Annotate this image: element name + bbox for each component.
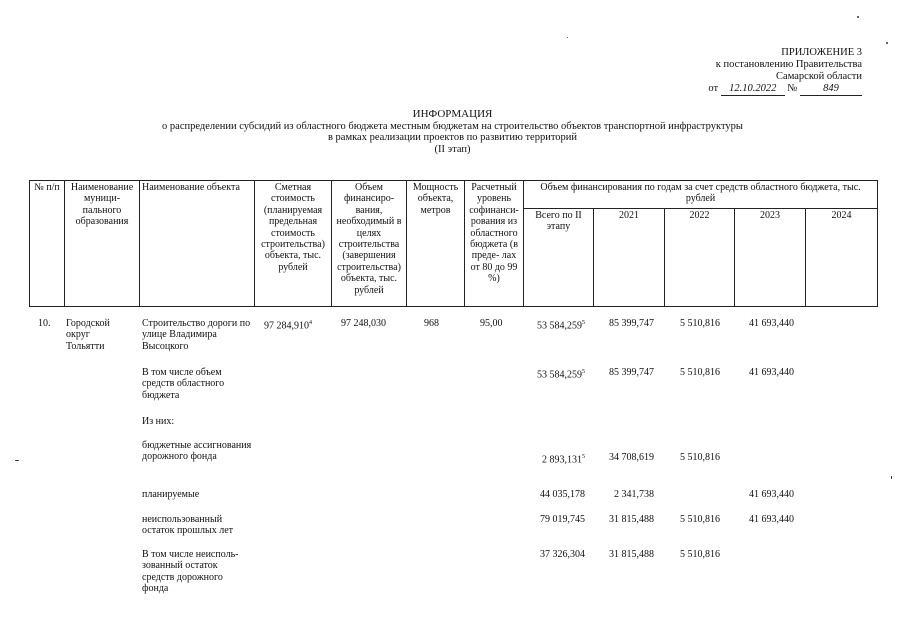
subrow-2021: 31 815,488 bbox=[609, 549, 654, 560]
header-num: № п/п bbox=[30, 181, 65, 307]
document-subtitle-2: в рамках реализации проектов по развитию территорий bbox=[327, 132, 578, 143]
subrow-total-footnote: 5 bbox=[582, 454, 585, 460]
subrow-total bbox=[523, 367, 585, 381]
subrow-2021: 31 815,488 bbox=[609, 514, 654, 525]
document-title: ИНФОРМАЦИЯ bbox=[412, 108, 493, 120]
header-2021: 2021 bbox=[594, 208, 665, 306]
subrow-label: В том числе неисполь- зованный остаток средств дорожного фонда bbox=[142, 549, 239, 595]
document-title-block bbox=[0, 109, 905, 155]
resolution-number: 849 bbox=[800, 83, 862, 96]
appendix-title: ПРИЛОЖЕНИЕ 3 bbox=[781, 47, 862, 58]
header-cofinancing: Расчетный уровень софинанси- рования из областного бюджета (в преде- лах от 80 до 99 %) bbox=[465, 181, 524, 307]
subrow-2022: 5 510,816 bbox=[680, 452, 720, 463]
header-2024: 2024 bbox=[806, 208, 878, 306]
header-municipality: Наименование муници- пального образования bbox=[65, 181, 140, 307]
subrow-label: неиспользованный остаток прошлых лет bbox=[142, 514, 234, 537]
subrow-label: бюджетные ассигнования дорожного фонда bbox=[142, 440, 252, 463]
appendix-date-line bbox=[662, 83, 862, 96]
subrow-2023: 41 693,440 bbox=[749, 367, 794, 378]
row-cofinancing: 95,00 bbox=[480, 318, 503, 329]
scan-speck bbox=[857, 16, 859, 18]
subrow-2021: 34 708,619 bbox=[609, 452, 654, 463]
row-municipality: Городской округ Тольятти bbox=[66, 318, 110, 352]
row-object: Строительство дороги по улице Владимира Высоцкого bbox=[142, 318, 251, 352]
subrow-2021: 85 399,747 bbox=[609, 367, 654, 378]
subrow-total-value: 53 584,259 bbox=[537, 369, 582, 381]
subrow-total: 37 326,304 bbox=[540, 549, 585, 560]
scan-speck bbox=[891, 476, 892, 479]
subrow-label: Из них: bbox=[142, 416, 175, 427]
header-financing-group: Объем финансирования по годам за счет средств областного бюджета, тыс. рублей bbox=[524, 181, 878, 209]
subrow-total: 44 035,178 bbox=[540, 489, 585, 500]
subrow-total-footnote: 5 bbox=[582, 369, 585, 375]
header-2022: 2022 bbox=[665, 208, 735, 306]
row-capacity: 968 bbox=[424, 318, 439, 329]
document-subtitle-3: (II этап) bbox=[434, 143, 471, 155]
appendix-line-2: к постановлению Правительства bbox=[715, 59, 862, 70]
subrow-label: В том числе объем средств областного бюджета bbox=[142, 367, 225, 401]
header-object: Наименование объекта bbox=[140, 181, 255, 307]
subrow-total-value: 2 893,131 bbox=[542, 454, 582, 466]
row-num: 10. bbox=[38, 318, 51, 329]
subrow-total: 79 019,745 bbox=[540, 514, 585, 525]
header-volume: Объем финансиро- вания, необходимый в целях строительства (завершения строительства) объекта, тыс. рублей bbox=[332, 181, 407, 307]
row-cost-value: 97 284,910 bbox=[264, 320, 309, 332]
appendix-line-3: Самарской области bbox=[776, 71, 862, 82]
subrow-2022: 5 510,816 bbox=[680, 549, 720, 560]
financing-table-header bbox=[29, 180, 878, 307]
header-capacity: Мощность объекта, метров bbox=[407, 181, 465, 307]
scan-speck bbox=[15, 460, 19, 461]
header-cost: Сметная стоимость (планируемая предельная стоимость строительства) объекта, тыс. рублей bbox=[255, 181, 332, 307]
document-subtitle-1: о распределении субсидий из областного бюджета местным бюджетам на строительство объектов транспортной инфраструктуры bbox=[162, 120, 743, 132]
subrow-2023: 41 693,440 bbox=[749, 514, 794, 525]
subrow-total bbox=[523, 452, 585, 466]
appendix-block bbox=[662, 47, 862, 96]
row-total-value: 53 584,259 bbox=[537, 320, 582, 332]
subrow-2023: 41 693,440 bbox=[749, 489, 794, 500]
header-2023: 2023 bbox=[735, 208, 806, 306]
row-2022: 5 510,816 bbox=[680, 318, 720, 329]
scan-speck bbox=[567, 37, 568, 38]
date-prefix: от bbox=[708, 83, 719, 94]
number-prefix: № bbox=[787, 83, 798, 94]
subrow-2022: 5 510,816 bbox=[680, 514, 720, 525]
row-total bbox=[523, 318, 585, 332]
scan-speck bbox=[886, 42, 888, 44]
row-2023: 41 693,440 bbox=[749, 318, 794, 329]
header-total: Всего по II этапу bbox=[524, 208, 594, 306]
row-volume: 97 248,030 bbox=[341, 318, 386, 329]
row-cost-footnote: 4 bbox=[309, 320, 312, 326]
subrow-label: планируемые bbox=[142, 489, 200, 500]
row-total-footnote: 5 bbox=[582, 320, 585, 326]
row-cost bbox=[264, 318, 312, 332]
resolution-date: 12.10.2022 bbox=[721, 83, 785, 96]
subrow-2022: 5 510,816 bbox=[680, 367, 720, 378]
subrow-2021: 2 341,738 bbox=[614, 489, 654, 500]
row-2021: 85 399,747 bbox=[609, 318, 654, 329]
